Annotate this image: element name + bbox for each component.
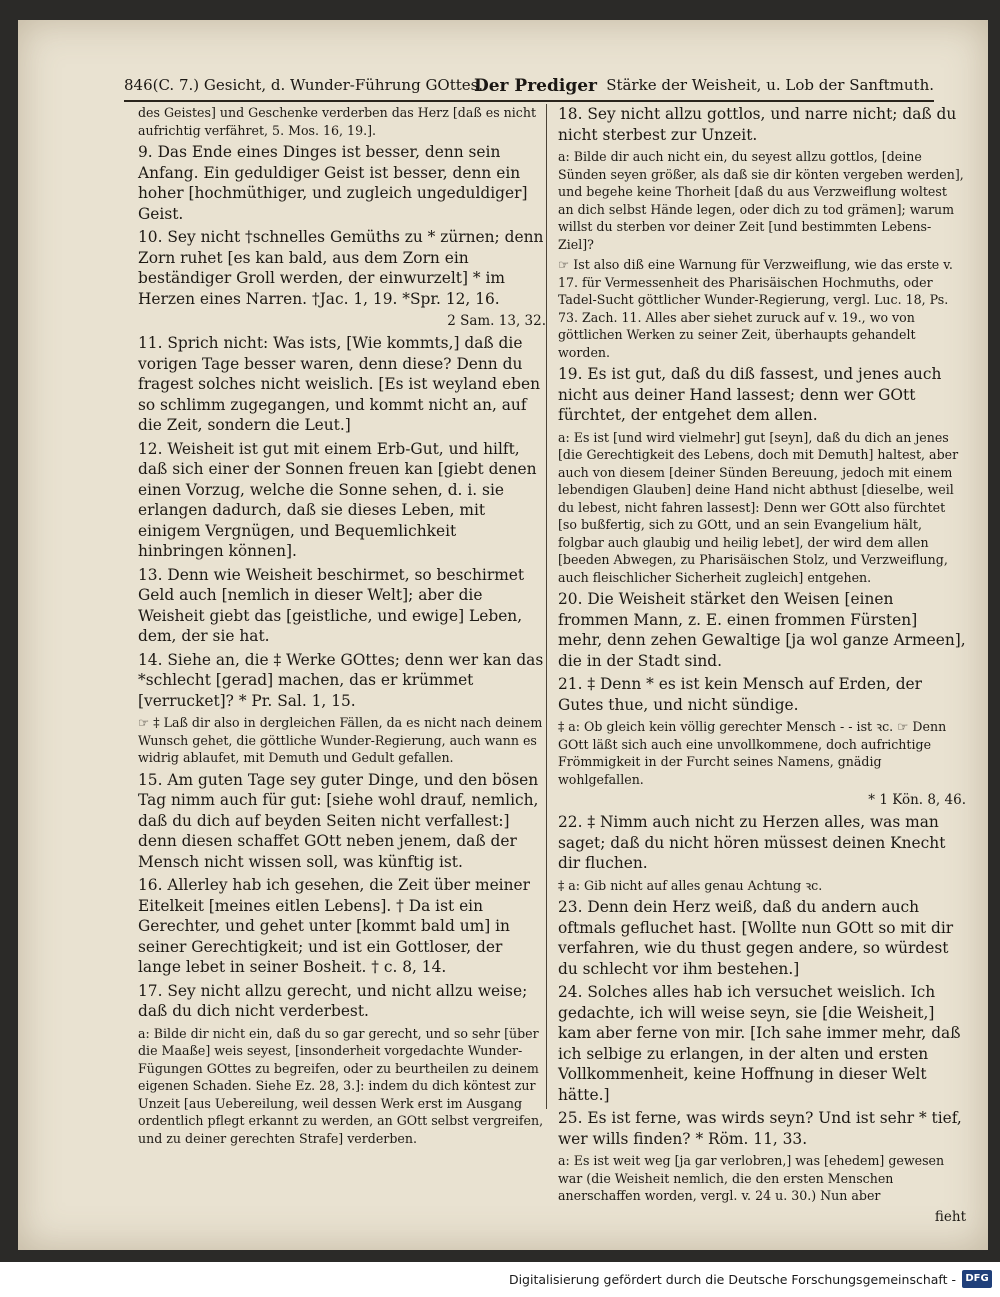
commentary-note: a: Bilde dir auch nicht ein, du seyest allzu gottlos, [deine Sünden seyen größer, als daß sie dir könten vergeben werden], und begehe keine Thorheit [daß du aus Verzweiflung woltest an dich selbst Hände legen, oder dich zu tod grämen]; warum willst du sterben vor deiner Zeit [und bestimmten Lebens-Ziel]? xyxy=(558,149,964,252)
verse-paragraph: 11. Sprich nicht: Was ists, [Wie kommts,] daß die vorigen Tage besser waren, denn diese? Denn du fragest solches nicht weislich. [Es ist weyland eben so schlimm zugegangen, und kommt nicht an, auf die Zeit, sondern die Leut.] xyxy=(138,334,541,434)
commentary-note: a: Es ist weit weg [ja gar verlobren,] was [ehedem] gewesen war (die Weisheit nemlich, die den ersten Menschen anerschaffen worden, vergl. v. 24 u. 30.) Nun aber xyxy=(558,1153,945,1203)
verse-paragraph: 17. Sey nicht allzu gerecht, und nicht allzu weise; daß du dich nicht verderbest. xyxy=(138,981,528,1020)
verse-paragraph: 22. ‡ Nimm auch nicht zu Herzen alles, was man saget; daß du nicht hören müssest deinen Knecht dir fluchen. xyxy=(558,813,946,872)
commentary-note: a: Bilde dir nicht ein, daß du so gar gerecht, und so sehr [über die Maaße] weis seyest, [insonderheit vorgedachte Wunder-Fügungen GOttes zu begreifen, oder zu beurtheilen zu deinem eigenen Schaden. Siehe Ez. 28, 3.]: indem du dich köntest zur Unzeit [aus Uebereilung, weil dessen Werk erst im Ausgang ordentlich pflegt erkannt zu werden, an GOtt selbst vergreifen, und zu deiner gerechten Strafe] verderben. xyxy=(138,1025,544,1146)
verse-paragraph: 13. Denn wie Weisheit beschirmet, so beschirmet Geld auch [nemlich in dieser Welt]; aber die Weisheit giebt das [geistliche, und ewige] Leben, dem, der sie hat. xyxy=(138,565,525,645)
verse-paragraph: 16. Allerley hab ich gesehen, die Zeit über meiner Eitelkeit [meines eitlen Lebens]. † Da ist ein Gerechter, und gehet unter [kommt bald um] in seiner Gerechtigkeit; und ist ein Gottloser, der lange lebet in seiner Bosheit. † c. 8, 14. xyxy=(138,876,530,976)
header-left: 846(C. 7.) Gesicht, d. Wunder-Führung GOttes. xyxy=(124,76,484,94)
verse-paragraph: 18. Sey nicht allzu gottlos, und narre nicht; daß du nicht sterbest zur Unzeit. xyxy=(558,105,957,144)
funding-notice: Digitalisierung gefördert durch die Deutsche Forschungsgemeinschaft - xyxy=(508,1272,956,1287)
commentary-note: des Geistes] und Geschenke verderben das Herz [daß es nicht aufrichtig verfähret, 5. Mos. 16, 19.]. xyxy=(138,105,537,138)
commentary-note: ☞ ‡ Laß dir also in dergleichen Fällen, da es nicht nach deinem Wunsch gehet, die göttliche Wunder-Regierung, auch wann es widrig ablaufet, mit Demuth und Gedult gefallen. xyxy=(138,715,543,765)
catchword: fieht xyxy=(934,1208,966,1225)
cross-reference: * 1 Kön. 8, 46. xyxy=(868,792,966,808)
verse-paragraph: 21. ‡ Denn * es ist kein Mensch auf Erden, der Gutes thue, und nicht sündige. xyxy=(558,675,923,714)
verse-paragraph: 9. Das Ende eines Dinges ist besser, denn sein Anfang. Ein geduldiger Geist ist besser, denn ein hoher [hochmüthiger, und zugleich ungeduldiger] Geist. xyxy=(138,143,528,223)
verse-paragraph: 10. Sey nicht †schnelles Gemüths zu * zürnen; denn Zorn ruhet [es kan bald, aus dem Zorn ein beständiger Groll werden, der einwurzelt] * im Herzen eines Narren. †Jac. 1, 19. *Spr. 12, 16. xyxy=(138,228,544,308)
dfg-logo: DFG xyxy=(962,1270,992,1288)
verse-paragraph: 19. Es ist gut, daß du diß fassest, und jenes auch nicht aus deiner Hand lassest; denn wer GOtt fürchtet, der entgehet dem allen. xyxy=(558,365,942,424)
running-header xyxy=(124,76,934,100)
commentary-note: ‡ a: Ob gleich kein völlig gerechter Mensch - - ist ꝛc. ☞ Denn GOtt läßt sich auch eine unvollkommene, doch aufrichtige Frömmigkeit in der Furcht seines Namens, gnädig wohlgefallen. xyxy=(558,719,947,787)
verse-paragraph: 23. Denn dein Herz weiß, daß du andern auch oftmals gefluchet hast. [Wollte nun GOtt so mit dir verfahren, wie du thust gegen andere, so würdest du schlecht vor ihm bestehen.] xyxy=(558,898,954,978)
verse-paragraph: 24. Solches alles hab ich versuchet weislich. Ich gedachte, ich will weise seyn, sie [die Weisheit,] kam aber ferne von mir. [Ich sahe immer mehr, daß ich selbige zu erlangen, in der alten und ersten Vollkommenheit, keine Hoffnung in dieser Welt hätte.] xyxy=(558,983,961,1104)
column-divider xyxy=(546,104,547,1109)
header-right: Stärke der Weisheit, u. Lob der Sanftmuth. xyxy=(606,76,934,94)
cross-reference: 2 Sam. 13, 32. xyxy=(447,313,546,329)
left-column xyxy=(138,104,546,1150)
verse-paragraph: 20. Die Weisheit stärket den Weisen [einen frommen Mann, z. E. einen frommen Fürsten] mehr, denn zehen Gewaltige [ja wol ganze Armeen], die in der Stadt sind. xyxy=(558,590,966,670)
verse-paragraph: 25. Es ist ferne, was wirds seyn? Und ist sehr * tief, wer wills finden? * Röm. 11, 33. xyxy=(558,1109,962,1148)
header-book-title: Der Prediger xyxy=(474,76,597,96)
header-rule xyxy=(124,100,934,102)
verse-paragraph: 15. Am guten Tage sey guter Dinge, und den bösen Tag nimm auch für gut: [siehe wohl drauf, nemlich, daß du dich auf beyden Seiten nicht verfallest:] denn diesen schaffet GOtt neben jenem, daß der Mensch nicht wissen soll, was künftig ist. xyxy=(138,770,539,871)
right-column xyxy=(558,104,966,1230)
commentary-note: a: Es ist [und wird vielmehr] gut [seyn], daß du dich an jenes [die Gerechtigkeit des Lebens, doch mit Demuth] haltest, aber auch von diesem [deiner Sünden Bereuung, jedoch mit einem lebendigen Glauben] deine Hand nicht abthust [dieselbe, weil du lebest, nicht fahren lassest]: Denn wer GOtt also fürchtet [so bußfertig, sich zu GOtt, und an sein Evangelium hält, folgbar auch glaubig und heilig lebet], der wird dem allen [beeden Abwegen, zu Pharisäischen Stolz, und Verzweiflung, auch fleischlicher Sicherheit zugleich] entgehen. xyxy=(558,429,959,585)
verse-paragraph: 12. Weisheit ist gut mit einem Erb-Gut, und hilft, daß sich einer der Sonnen freuen kan [giebt denen einen Vorzug, welche die Sonne sehen, d. i. sie erlangen dadurch, daß sie dieses Leben, mit einigem Vergnügen, und Bequemlichkeit hinbringen können]. xyxy=(138,439,537,560)
commentary-note: ‡ a: Gib nicht auf alles genau Achtung ꝛc. xyxy=(558,877,823,893)
footer-bar xyxy=(0,1266,1000,1297)
verse-paragraph: 14. Siehe an, die ‡ Werke GOttes; denn wer kan das *schlecht [gerad] machen, das er krümmet [verrucket]? * Pr. Sal. 1, 15. xyxy=(138,650,544,710)
commentary-note: ☞ Ist also diß eine Warnung für Verzweiflung, wie das erste v. 17. für Vermessenheit des Pharisäischen Hochmuths, oder Tadel-Sucht göttlicher Wunder-Regierung, vergl. Luc. 18, Ps. 73. Zach. 11. Alles aber siehet zuruck auf v. 19., wo von göttlichen Werken zu seiner Zeit, überhaupts gehandelt worden. xyxy=(558,257,953,360)
